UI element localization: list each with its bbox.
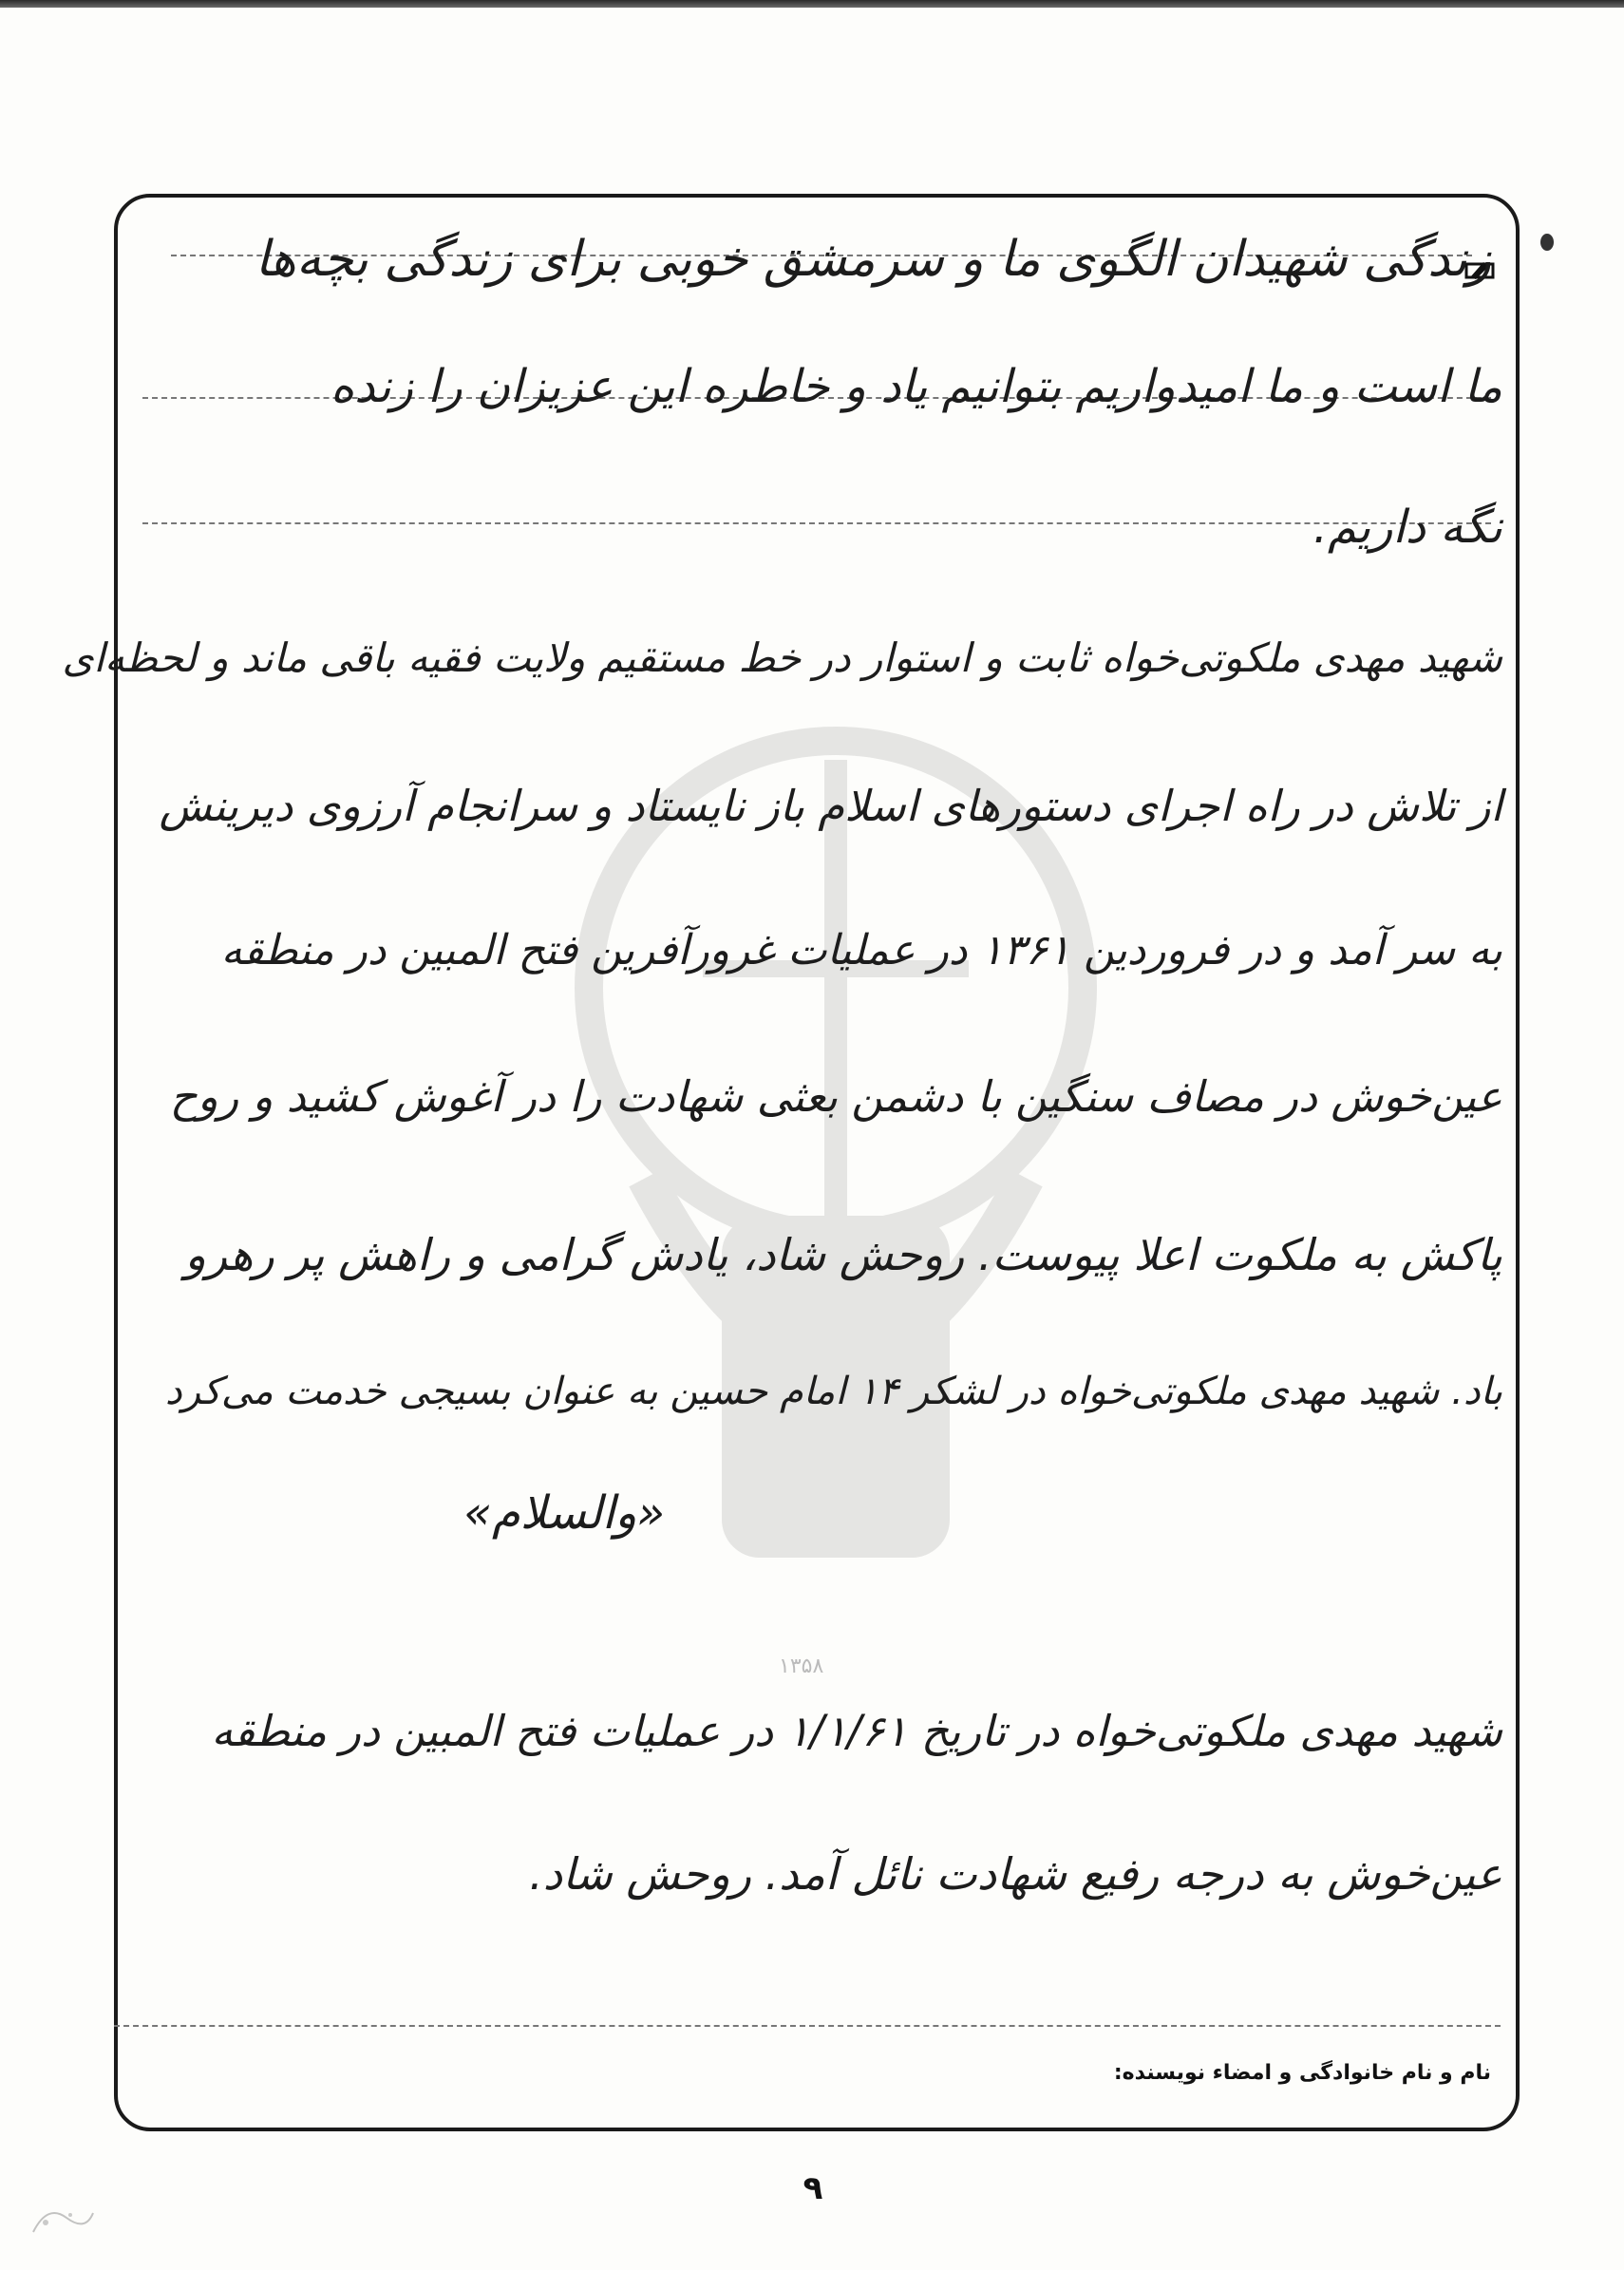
text-line-5: از تلاش در راه اجرای دستورهای اسلام باز نایستاد و سرانجام آرزوی دیرینش bbox=[159, 781, 1502, 831]
text-line-12: عین‌خوش به درجه رفیع شهادت نائل آمد. روحش شاد. bbox=[529, 1848, 1502, 1900]
ruled-line-4 bbox=[114, 2025, 1501, 2027]
text-line-2: ما است و ما امیدواریم بتوانیم یاد و خاطره این عزیزان را زنده bbox=[330, 360, 1502, 413]
text-line-9: باد. شهید مهدی ملکوتی‌خواه در لشکر ۱۴ امام حسین به عنوان بسیجی خدمت می‌کرد bbox=[164, 1370, 1502, 1413]
text-line-6: به سر آمد و در فروردین ۱۳۶۱ در عملیات غرورآفرین فتح المبین در منطقه bbox=[220, 926, 1502, 974]
text-line-1: زندگی شهیدان الگوی ما و سرمشق خوبی برای زندگی بچه‌ها bbox=[255, 231, 1491, 288]
text-line-7: عین‌خوش در مصاف سنگین با دشمن بعثی شهادت را در آغوش کشید و روح bbox=[169, 1071, 1502, 1122]
ruled-line-3 bbox=[142, 522, 1491, 524]
author-signature-label: نام و نام خانوادگی و امضاء نویسنده: bbox=[1113, 2061, 1491, 2085]
text-line-8: پاکش به ملکوت اعلا پیوست. روحش شاد، یادش گرامی و راهش پر رهرو bbox=[184, 1229, 1502, 1280]
text-line-11: شهید مهدی ملکوتی‌خواه در تاریخ ۱/۱/۶۱ در عملیات فتح المبین در منطقه bbox=[211, 1706, 1502, 1756]
text-line-3: نگه داریم. bbox=[1312, 501, 1502, 554]
scan-top-edge bbox=[0, 0, 1624, 8]
closing-salutation: «والسلام» bbox=[463, 1486, 665, 1540]
watermark-year: ۱۳۵۸ bbox=[779, 1655, 824, 1678]
margin-dot bbox=[1540, 234, 1554, 251]
scan-smudge bbox=[28, 2194, 95, 2242]
page-number: ۹ bbox=[803, 2169, 823, 2207]
text-line-4: شهید مهدی ملکوتی‌خواه ثابت و استوار در خط مستقیم ولایت فقیه باقی ماند و لحظه‌ای bbox=[62, 634, 1502, 681]
